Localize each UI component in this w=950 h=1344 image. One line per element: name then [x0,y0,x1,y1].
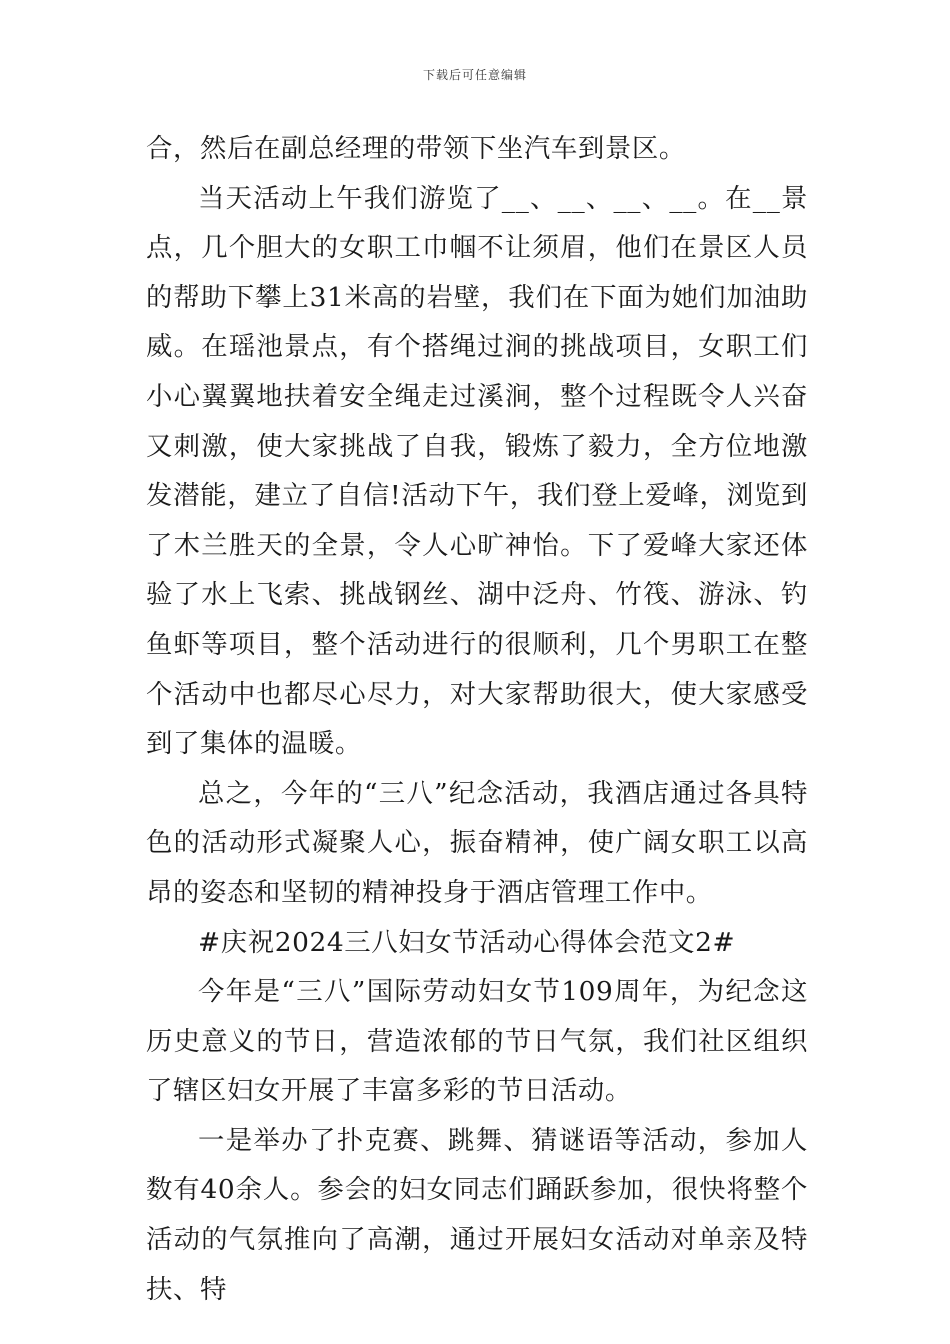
header-note: 下载后可任意编辑 [422,68,527,82]
paragraph-intro: 今年是“三八”国际劳动妇女节109周年，为纪念这历史意义的节日，营造浓郁的节日气氛，我们社区组织了辖区妇女开展了丰富多彩的节日活动。 [146,976,808,1107]
paragraph-activity-description: 当天活动上午我们游览了__、__、__、__。在__景点，几个胆大的女职工巾帼不让须眉，他们在景区人员的帮助下攀上31米高的岩壁，我们在下面为她们加油助威。在瑶池景点，有个搭绳过涧的挑战项目，女职工们小心翼翼地扶着安全绳走过溪涧，整个过程既令人兴奋又刺激，使大家挑战了自我，锻炼了毅力，全方位地激发潜能，建立了自信!活动下午，我们登上爱峰，浏览到了木兰胜天的全景，令人心旷神怡。下了爱峰大家还体验了水上飞索、挑战钢丝、湖中泛舟、竹筏、游泳、钓鱼虾等项目，整个活动进行的很顺利，几个男职工在整个活动中也都尽心尽力，对大家帮助很大，使大家感受到了集体的温暖。 [146,182,808,760]
paragraph-summary: 总之，今年的“三八”纪念活动，我酒店通过各具特色的活动形式凝聚人心，振奋精神，使广阔女职工以高昂的姿态和坚韧的精神投身于酒店管理工作中。 [146,777,808,908]
section-heading: #庆祝2024三八妇女节活动心得体会范文2# [198,926,736,958]
paragraph-continuation: 合，然后在副总经理的带领下坐汽车到景区。 [146,133,686,164]
document-body [146,124,808,1314]
paragraph-first-activity: 一是举办了扑克赛、跳舞、猜谜语等活动，参加人数有40余人。参会的妇女同志们踊跃参加，很快将整个活动的气氛推向了高潮，通过开展妇女活动对单亲及特扶、特 [146,1124,808,1305]
